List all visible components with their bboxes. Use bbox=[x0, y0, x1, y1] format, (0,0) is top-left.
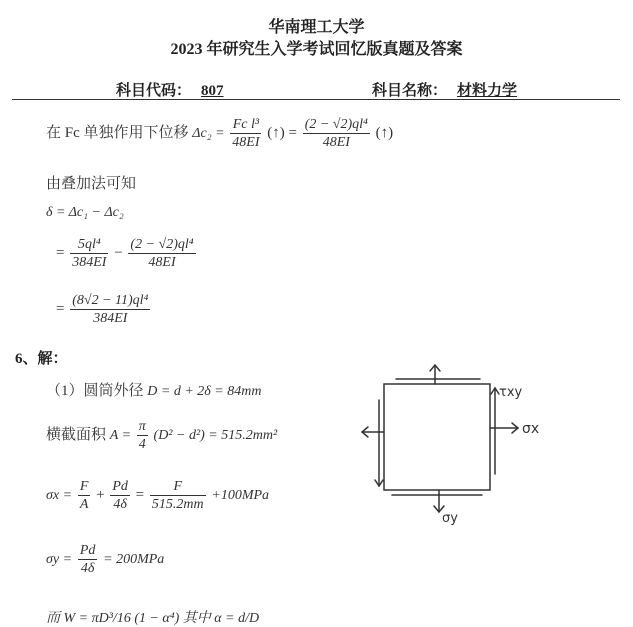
equals-sign: = bbox=[56, 244, 65, 261]
pd-over-4delta: $\frac{Pd}{4\delta}$ bbox=[112, 479, 128, 512]
sigma-y-label: σy bbox=[442, 511, 458, 526]
university-title: 华南理工大学 bbox=[268, 19, 365, 36]
w-formula-line: 而 W = πD³/16 (1 − α⁴) 其中 α = d/D bbox=[46, 611, 260, 626]
superposition-text: 由叠加法可知 bbox=[46, 176, 137, 192]
delta-c2: Δc₂ = bbox=[192, 125, 225, 141]
outer-diameter-line bbox=[46, 379, 261, 400]
sigma-x-label: σx bbox=[522, 421, 540, 437]
delta-expansion bbox=[56, 236, 198, 271]
sigma-x-line bbox=[46, 478, 269, 513]
subject-code bbox=[116, 79, 234, 100]
fc-line-prefix: 在 Fc 单独作用下位移 bbox=[46, 124, 189, 141]
minus-sign: − bbox=[114, 244, 123, 261]
equals-sign-3: = bbox=[135, 486, 145, 503]
subject-name-value: 材料力学 bbox=[457, 83, 518, 99]
element-square bbox=[384, 384, 490, 490]
outer-diameter-label: （1）圆筒外径 bbox=[46, 383, 144, 399]
fc-fraction-1: $\frac{\text{Fc l³}}{48EI}$ bbox=[232, 117, 260, 150]
sigma-x-rhs: +100MPa bbox=[211, 487, 270, 503]
sigma-x-lhs: σx = bbox=[46, 487, 73, 503]
subject-code-value: 807 bbox=[201, 83, 224, 99]
up-arrow-2: (↑) bbox=[375, 124, 394, 141]
sigma-y-lhs: σy = bbox=[46, 551, 73, 567]
term-2-root2: $\frac{\text{(2 − √2)ql⁴}}{48EI}$ bbox=[130, 237, 194, 270]
up-arrow-1: (↑) = bbox=[267, 124, 297, 141]
fc-displacement-line bbox=[46, 116, 393, 151]
equals-sign-2: = bbox=[56, 300, 65, 317]
exam-title: 2023 年研究生入学考试回忆版真题及答案 bbox=[170, 41, 463, 58]
question-6-heading: 6、解： bbox=[15, 351, 68, 367]
stress-element-diagram bbox=[356, 362, 546, 532]
pd-over-4delta-2: $\frac{Pd}{4\delta}$ bbox=[79, 543, 96, 576]
plus-sign: + bbox=[96, 486, 105, 503]
result-fraction: $\frac{\text{(8√2 − 11)ql⁴}}{384EI}$ bbox=[72, 293, 149, 326]
area-line bbox=[46, 418, 277, 453]
tau-xy-label: τxy bbox=[499, 385, 523, 400]
subject-name bbox=[372, 79, 527, 100]
pi-over-4: $\frac{\pi}{4}$ bbox=[138, 419, 146, 452]
header-rule bbox=[12, 99, 620, 100]
delta-result bbox=[56, 292, 152, 327]
term-5ql4: $\frac{\text{5ql⁴}}{384EI}$ bbox=[72, 237, 107, 270]
subject-code-label: 科目代码： bbox=[116, 83, 192, 99]
fc-fraction-2: $\frac{\text{(2 − √2)ql⁴}}{48EI}$ bbox=[304, 117, 368, 150]
sigma-y-line bbox=[46, 542, 164, 577]
delta-equation: δ = Δc₁ − Δc₂ bbox=[46, 205, 124, 220]
outer-diameter-eq: D = d + 2δ = 84mm bbox=[147, 384, 262, 399]
f-over-area: $\frac{F}{515.2mm}$ bbox=[151, 479, 204, 512]
area-rhs: (D² − d²) = 515.2mm² bbox=[153, 427, 278, 443]
area-lhs: A = bbox=[109, 427, 132, 443]
sigma-y-rhs: = 200MPa bbox=[103, 551, 165, 567]
subject-name-label: 科目名称： bbox=[372, 83, 448, 99]
f-over-a: $\frac{F}{A}$ bbox=[79, 479, 89, 512]
area-label: 横截面积 bbox=[46, 426, 107, 443]
